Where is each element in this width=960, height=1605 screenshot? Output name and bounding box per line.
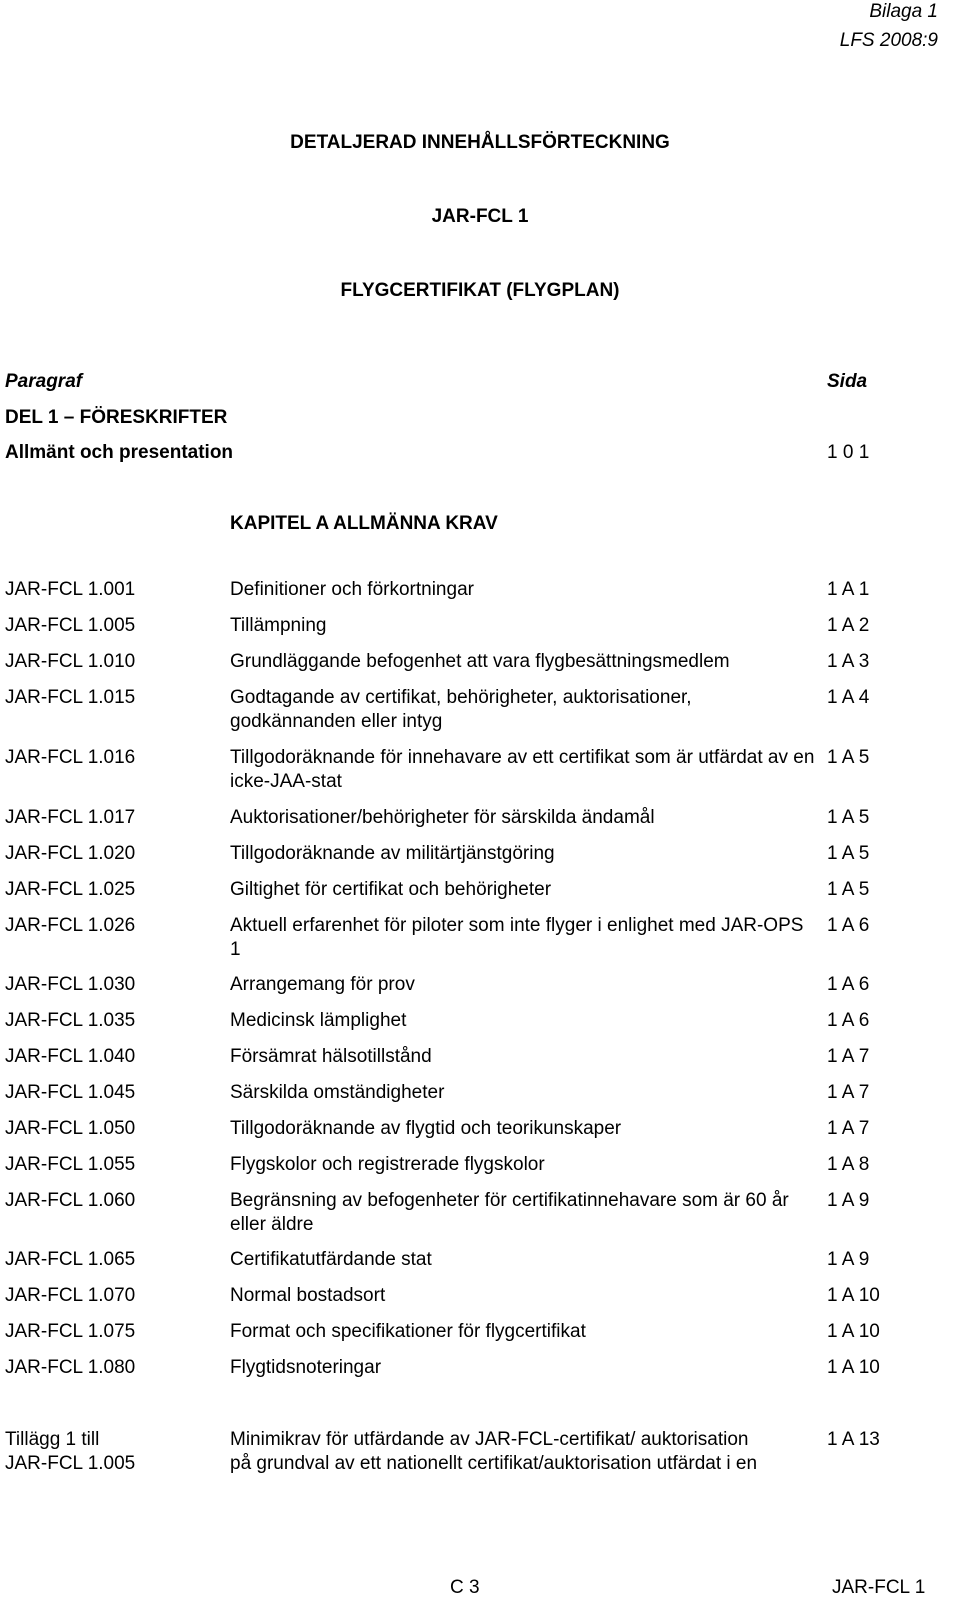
toc-entry-title: Godtagande av certifikat, behörigheter, auktorisationer, godkännanden eller intyg (230, 687, 692, 732)
toc-entry-page: 1 A 5 (827, 747, 870, 768)
header-regulation-id: LFS 2008:9 (839, 30, 938, 51)
toc-entry-title: Giltighet för certifikat och behörigheter (230, 879, 552, 900)
appendix-ref-line2: JAR-FCL 1.005 (5, 1453, 136, 1474)
toc-entry-ref: JAR-FCL 1.015 (5, 687, 136, 708)
toc-entry-ref: JAR-FCL 1.060 (5, 1190, 136, 1211)
toc-entry-title: Särskilda omständigheter (230, 1082, 445, 1103)
appendix-title-line2: på grundval av ett nationellt certifikat/auktorisation utfärdat i en (230, 1453, 758, 1474)
toc-entry-page: 1 A 3 (827, 651, 870, 672)
toc-entry-page: 1 A 5 (827, 879, 870, 900)
toc-entry-title: Normal bostadsort (230, 1285, 386, 1306)
toc-entry-page: 1 A 7 (827, 1118, 870, 1139)
toc-entry-title: Flygskolor och registrerade flygskolor (230, 1154, 545, 1175)
appendix-ref-line1: Tillägg 1 till (5, 1429, 100, 1450)
part-heading: DEL 1 – FÖRESKRIFTER (5, 407, 228, 428)
toc-entry-page: 1 A 6 (827, 1010, 870, 1031)
page-subtitle: JAR-FCL 1 (431, 206, 529, 227)
toc-entry-ref: JAR-FCL 1.026 (5, 915, 136, 936)
toc-entry-ref: JAR-FCL 1.016 (5, 747, 136, 768)
chapter-heading: KAPITEL A ALLMÄNNA KRAV (230, 513, 498, 534)
toc-entry-page: 1 A 2 (827, 615, 870, 636)
column-header-page: Sida (827, 371, 868, 392)
toc-entry-title: Aktuell erfarenhet för piloter som inte flyger i enlighet med JAR-OPS 1 (230, 915, 804, 960)
toc-entry-ref: JAR-FCL 1.075 (5, 1321, 136, 1342)
toc-entry-ref: JAR-FCL 1.025 (5, 879, 136, 900)
toc-entry-title: Flygtidsnoteringar (230, 1357, 382, 1378)
toc-entry-ref: JAR-FCL 1.080 (5, 1357, 136, 1378)
toc-entry-ref: JAR-FCL 1.050 (5, 1118, 136, 1139)
toc-entry-title: Tillgodoräknande av flygtid och teorikunskaper (230, 1118, 622, 1139)
toc-entry-page: 1 A 8 (827, 1154, 870, 1175)
toc-entry-page: 1 A 10 (827, 1285, 880, 1306)
toc-entry-page: 1 A 7 (827, 1082, 870, 1103)
toc-entry-page: 1 A 4 (827, 687, 870, 708)
toc-entry-ref: JAR-FCL 1.045 (5, 1082, 136, 1103)
toc-entry-title: Begränsning av befogenheter för certifikatinnehavare som är 60 år eller äldre (230, 1190, 789, 1235)
toc-entry-title: Certifikatutfärdande stat (230, 1249, 432, 1270)
toc-entry-page: 1 A 9 (827, 1190, 870, 1211)
column-header-paragraph: Paragraf (5, 371, 83, 392)
intro-heading: Allmänt och presentation (5, 442, 234, 463)
toc-entry-title: Medicinsk lämplighet (230, 1010, 407, 1031)
toc-entry-title: Auktorisationer/behörigheter för särskilda ändamål (230, 807, 655, 828)
toc-entry-ref: JAR-FCL 1.035 (5, 1010, 136, 1031)
toc-entry-title: Försämrat hälsotillstånd (230, 1046, 432, 1067)
toc-entry-ref: JAR-FCL 1.001 (5, 579, 136, 600)
toc-entry-ref: JAR-FCL 1.010 (5, 651, 136, 672)
footer-regulation: JAR-FCL 1 (832, 1577, 926, 1598)
toc-entry-ref: JAR-FCL 1.020 (5, 843, 136, 864)
page-subtitle-2: FLYGCERTIFIKAT (FLYGPLAN) (340, 280, 620, 301)
toc-entry-page: 1 A 1 (827, 579, 870, 600)
toc-entry-ref: JAR-FCL 1.040 (5, 1046, 136, 1067)
toc-entry-ref: JAR-FCL 1.030 (5, 974, 136, 995)
toc-entry-page: 1 A 5 (827, 843, 870, 864)
toc-entry-title: Tillgodoräknande för innehavare av ett certifikat som är utfärdat av en icke-JAA-stat (230, 747, 815, 792)
intro-page: 1 0 1 (827, 442, 870, 463)
toc-entry-title: Grundläggande befogenhet att vara flygbesättningsmedlem (230, 651, 730, 672)
toc-entry-title: Tillgodoräknande av militärtjänstgöring (230, 843, 555, 864)
toc-entry-title: Definitioner och förkortningar (230, 579, 474, 600)
toc-entry-page: 1 A 9 (827, 1249, 870, 1270)
toc-entry-ref: JAR-FCL 1.055 (5, 1154, 136, 1175)
toc-entry-ref: JAR-FCL 1.065 (5, 1249, 136, 1270)
toc-entry-page: 1 A 6 (827, 974, 870, 995)
toc-entry-title: Format och specifikationer för flygcertifikat (230, 1321, 586, 1342)
toc-entry-page: 1 A 5 (827, 807, 870, 828)
page-title: DETALJERAD INNEHÅLLSFÖRTECKNING (290, 132, 670, 153)
toc-entry-page: 1 A 6 (827, 915, 870, 936)
toc-entry-title: Tillämpning (230, 615, 327, 636)
footer-page-number: C 3 (450, 1577, 480, 1598)
toc-entry-page: 1 A 10 (827, 1357, 880, 1378)
appendix-title-line1: Minimikrav för utfärdande av JAR-FCL-certifikat/ auktorisation (230, 1429, 749, 1450)
toc-entry-ref: JAR-FCL 1.005 (5, 615, 136, 636)
toc-entry-ref: JAR-FCL 1.070 (5, 1285, 136, 1306)
toc-entry-title: Arrangemang för prov (230, 974, 415, 995)
header-annex: Bilaga 1 (869, 1, 938, 22)
toc-entry-page: 1 A 10 (827, 1321, 880, 1342)
appendix-page: 1 A 13 (827, 1429, 880, 1450)
toc-entry-page: 1 A 7 (827, 1046, 870, 1067)
toc-entry-ref: JAR-FCL 1.017 (5, 807, 136, 828)
